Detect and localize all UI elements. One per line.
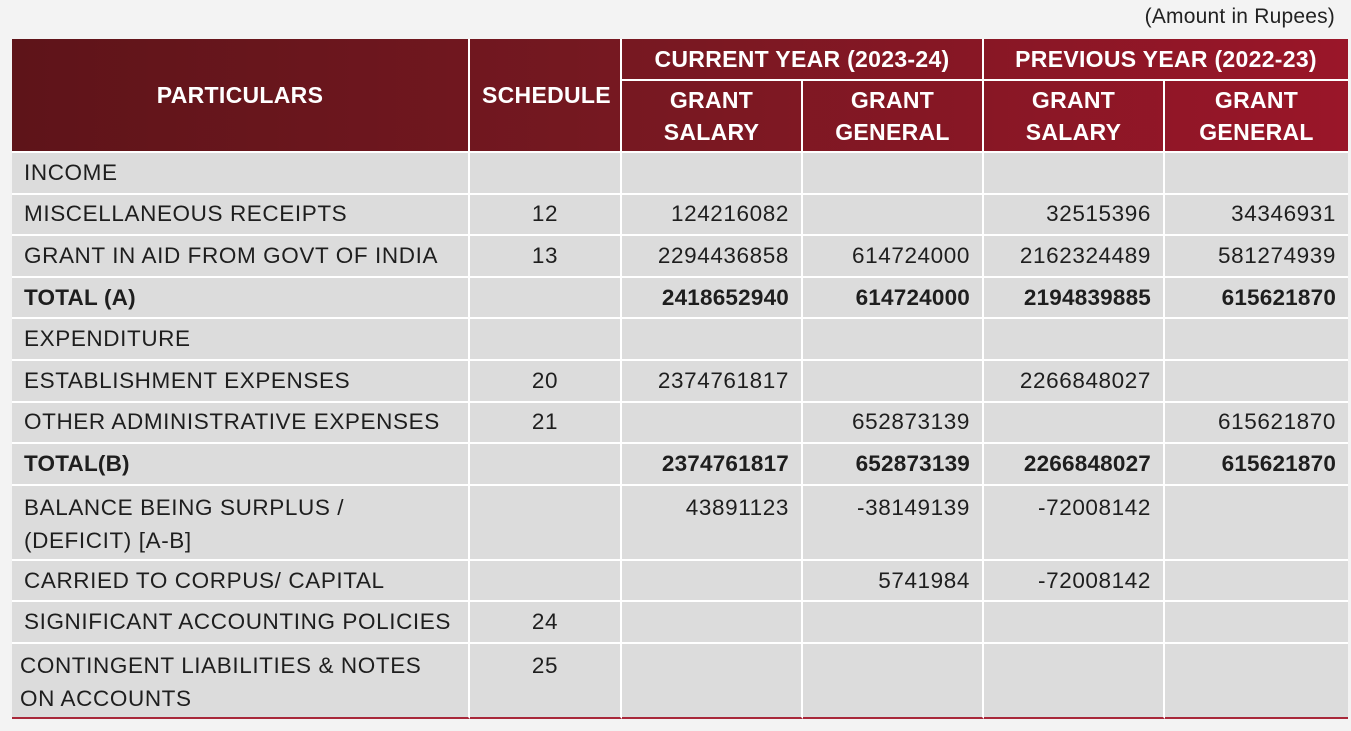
table-row-total-a [12,278,1348,320]
cell-py-general [1165,486,1348,561]
cell-py-salary: 2266848027 [984,444,1165,486]
cell-cy-general [803,602,984,644]
table-row [12,236,1348,278]
cell-py-general: 615621870 [1165,403,1348,445]
cell-py-salary: 2266848027 [984,361,1165,403]
cell-cy-salary [622,153,803,195]
cell-particulars: MISCELLANEOUS RECEIPTS [12,195,470,237]
header-py-grant-general: GRANT GENERAL [1165,81,1348,153]
cell-cy-general [803,153,984,195]
table-row [12,361,1348,403]
cell-particulars: GRANT IN AID FROM GOVT OF INDIA [12,236,470,278]
cell-py-salary [984,602,1165,644]
table-row [12,561,1348,603]
cell-py-salary: -72008142 [984,561,1165,603]
table-row [12,602,1348,644]
cell-py-salary [984,319,1165,361]
cell-py-salary [984,644,1165,719]
cell-py-salary: 2162324489 [984,236,1165,278]
cell-particulars: TOTAL (A) [12,278,470,320]
header-schedule: SCHEDULE [470,39,622,153]
cell-py-general [1165,153,1348,195]
cell-cy-salary: 2374761817 [622,361,803,403]
table-row [12,195,1348,237]
cell-py-general [1165,561,1348,603]
cell-py-general [1165,644,1348,719]
header-previous-year: PREVIOUS YEAR (2022-23) [984,39,1348,81]
cell-cy-general: 614724000 [803,236,984,278]
cell-cy-general [803,319,984,361]
cell-schedule: 21 [470,403,622,445]
cell-py-general: 34346931 [1165,195,1348,237]
cell-schedule: 20 [470,361,622,403]
cell-py-general: 615621870 [1165,444,1348,486]
cell-py-general [1165,602,1348,644]
cell-schedule [470,444,622,486]
table-row [12,644,1348,719]
cell-schedule: 24 [470,602,622,644]
cell-cy-general: 652873139 [803,444,984,486]
cell-particulars: CARRIED TO CORPUS/ CAPITAL [12,561,470,603]
cell-cy-salary: 124216082 [622,195,803,237]
cell-cy-general [803,195,984,237]
cell-cy-salary: 2294436858 [622,236,803,278]
header-particulars: PARTICULARS [12,39,470,153]
income-expenditure-table [12,39,1348,719]
header-py-grant-salary: GRANT SALARY [984,81,1165,153]
cell-cy-salary: 43891123 [622,486,803,561]
cell-particulars: EXPENDITURE [12,319,470,361]
cell-schedule: 13 [470,236,622,278]
cell-particulars: INCOME [12,153,470,195]
cell-py-salary: -72008142 [984,486,1165,561]
cell-particulars: ESTABLISHMENT EXPENSES [12,361,470,403]
cell-schedule: 12 [470,195,622,237]
cell-cy-general: 652873139 [803,403,984,445]
cell-cy-salary: 2374761817 [622,444,803,486]
cell-cy-salary [622,561,803,603]
cell-cy-salary [622,403,803,445]
cell-schedule: 25 [470,644,622,719]
cell-py-general [1165,361,1348,403]
cell-py-general: 581274939 [1165,236,1348,278]
cell-cy-general: -38149139 [803,486,984,561]
table-row [12,319,1348,361]
cell-schedule [470,319,622,361]
cell-cy-salary: 2418652940 [622,278,803,320]
cell-py-salary [984,153,1165,195]
cell-cy-salary [622,644,803,719]
cell-schedule [470,486,622,561]
cell-schedule [470,561,622,603]
table-row [12,486,1348,561]
table-body [12,153,1348,719]
cell-py-general [1165,319,1348,361]
table-row [12,153,1348,195]
cell-particulars: TOTAL(B) [12,444,470,486]
cell-cy-salary [622,319,803,361]
cell-py-salary: 32515396 [984,195,1165,237]
header-cy-grant-salary: GRANT SALARY [622,81,803,153]
header-current-year: CURRENT YEAR (2023-24) [622,39,984,81]
cell-cy-general: 614724000 [803,278,984,320]
cell-py-general: 615621870 [1165,278,1348,320]
cell-particulars: CONTINGENT LIABILITIES & NOTES ON ACCOUNTS [12,644,470,719]
cell-py-salary [984,403,1165,445]
cell-schedule [470,153,622,195]
table-row [12,403,1348,445]
amount-unit-note: (Amount in Rupees) [1144,5,1335,28]
cell-particulars: BALANCE BEING SURPLUS / (DEFICIT) [A-B] [12,486,470,561]
cell-cy-general [803,361,984,403]
table-row-total-b [12,444,1348,486]
cell-particulars: OTHER ADMINISTRATIVE EXPENSES [12,403,470,445]
header-cy-grant-general: GRANT GENERAL [803,81,984,153]
cell-particulars: SIGNIFICANT ACCOUNTING POLICIES [12,602,470,644]
table-header [12,39,1348,153]
cell-schedule [470,278,622,320]
cell-cy-salary [622,602,803,644]
cell-py-salary: 2194839885 [984,278,1165,320]
cell-cy-general: 5741984 [803,561,984,603]
cell-cy-general [803,644,984,719]
